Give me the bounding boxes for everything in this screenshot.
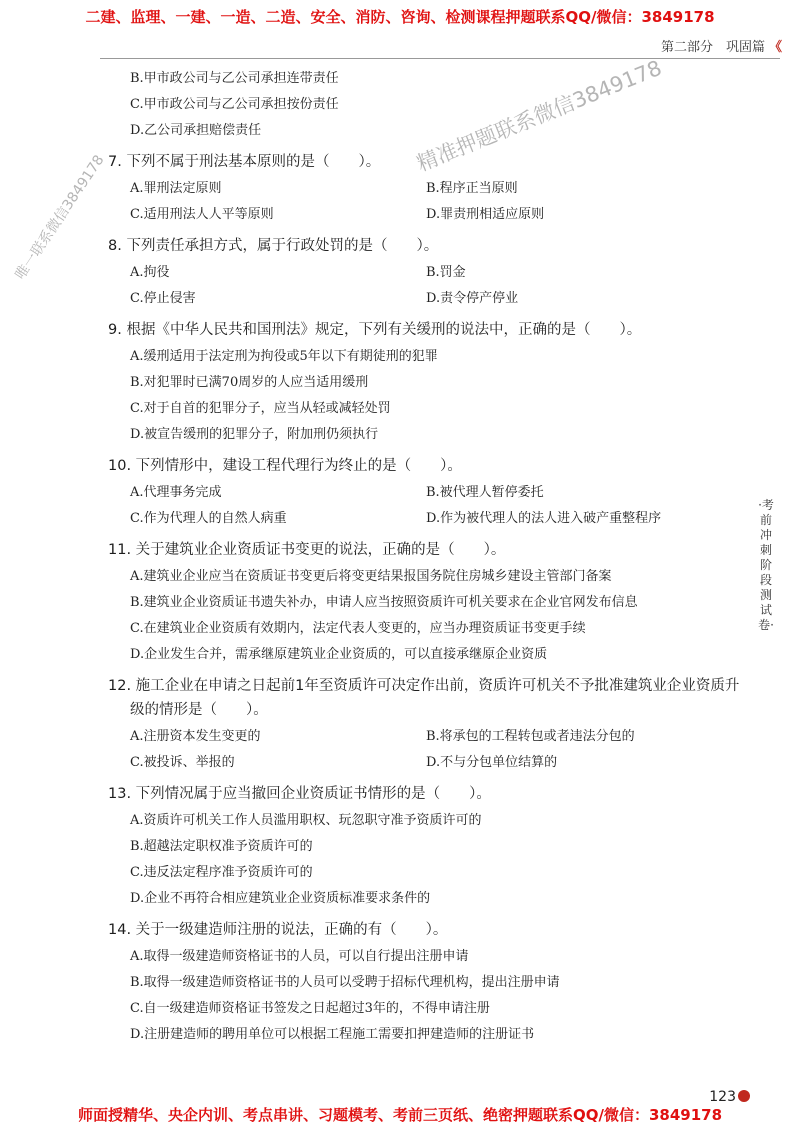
question-content bbox=[108, 66, 748, 1048]
option: A.资质许可机关工作人员滥用职权、玩忽职守准予资质许可的 bbox=[130, 813, 482, 828]
page-number-text: 123 bbox=[709, 1089, 736, 1105]
question-14-stem: 14. 关于一级建造师注册的说法，正确的有（ ）。 bbox=[108, 922, 448, 938]
option: B.罚金 bbox=[426, 265, 466, 280]
left-watermark: 唯一联系微信3849178 bbox=[12, 152, 108, 283]
diagonal-watermark: 精准押题联系微信3849178 bbox=[413, 55, 665, 176]
option: D.罪责刑相适应原则 bbox=[426, 207, 545, 222]
option: C.适用刑法人人平等原则 bbox=[130, 207, 274, 222]
option: C.被投诉、举报的 bbox=[130, 755, 235, 770]
question-9-stem: 9. 根据《中华人民共和国刑法》规定，下列有关缓刑的说法中，正确的是（ ）。 bbox=[108, 322, 642, 338]
question-13-stem: 13. 下列情况属于应当撤回企业资质证书情形的是（ ）。 bbox=[108, 786, 491, 802]
side-section-label: ·考前冲刺阶段测试卷· bbox=[758, 498, 774, 632]
option: B.程序正当原则 bbox=[426, 181, 518, 196]
option: D.作为被代理人的法人进入破产重整程序 bbox=[426, 511, 662, 526]
option: A.缓刑适用于法定刑为拘役或5年以下有期徒刑的犯罪 bbox=[130, 349, 438, 364]
option: B.将承包的工程转包或者违法分包的 bbox=[426, 729, 635, 744]
option: B.对犯罪时已满70周岁的人应当适用缓刑 bbox=[130, 375, 369, 390]
running-head bbox=[661, 36, 782, 55]
option: C.停止侵害 bbox=[130, 291, 196, 306]
option: A.注册资本发生变更的 bbox=[130, 729, 261, 744]
question-12-options bbox=[108, 724, 748, 776]
header-rule bbox=[100, 58, 780, 59]
option: C.对于自首的犯罪分子，应当从轻或减轻处罚 bbox=[130, 401, 391, 416]
option: B.超越法定职权准予资质许可的 bbox=[130, 839, 313, 854]
question-10-stem: 10. 下列情形中，建设工程代理行为终止的是（ ）。 bbox=[108, 458, 462, 474]
top-banner: 二建、监理、一建、一造、二造、安全、消防、咨询、检测课程押题联系QQ/微信：3849178 bbox=[85, 8, 715, 26]
page-dot-icon bbox=[738, 1090, 750, 1102]
prev-option-b: B.甲市政公司与乙公司承担连带责任 bbox=[130, 71, 339, 86]
question-12-stem: 12. 施工企业在申请之日起前1年至资质许可决定作出前，资质许可机关不予批准建筑业企业资质升级的情形是（ ）。 bbox=[108, 678, 740, 718]
bottom-banner: 师面授精华、央企内训、考点串讲、习题模考、考前三页纸、绝密押题联系QQ/微信：3849178 bbox=[77, 1106, 723, 1124]
option: B.取得一级建造师资格证书的人员可以受聘于招标代理机构，提出注册申请 bbox=[130, 975, 560, 990]
prev-option-d: D.乙公司承担赔偿责任 bbox=[130, 123, 262, 138]
option: D.责令停产停业 bbox=[426, 291, 519, 306]
option: D.企业不再符合相应建筑业企业资质标准要求条件的 bbox=[130, 891, 431, 906]
option: A.建筑业企业应当在资质证书变更后将变更结果报国务院住房城乡建设主管部门备案 bbox=[130, 569, 612, 584]
option: A.罪刑法定原则 bbox=[130, 181, 222, 196]
option: D.被宣告缓刑的犯罪分子，附加刑仍须执行 bbox=[130, 427, 379, 442]
option: D.不与分包单位结算的 bbox=[426, 755, 558, 770]
option: C.违反法定程序准予资质许可的 bbox=[130, 865, 313, 880]
question-11-stem: 11. 关于建筑业企业资质证书变更的说法，正确的是（ ）。 bbox=[108, 542, 506, 558]
option: A.拘役 bbox=[130, 265, 170, 280]
question-7-stem: 7. 下列不属于刑法基本原则的是（ ）。 bbox=[108, 154, 381, 170]
option: C.在建筑业企业资质有效期内，法定代表人变更的，应当办理资质证书变更手续 bbox=[130, 621, 586, 636]
running-head-text: 第二部分 巩固篇 bbox=[660, 40, 765, 55]
option: B.建筑业企业资质证书遗失补办，申请人应当按照资质许可机关要求在企业官网发布信息 bbox=[130, 595, 638, 610]
question-8-stem: 8. 下列责任承担方式，属于行政处罚的是（ ）。 bbox=[108, 238, 439, 254]
option: A.取得一级建造师资格证书的人员，可以自行提出注册申请 bbox=[130, 949, 469, 964]
running-head-mark: 《 bbox=[768, 40, 782, 55]
question-8-options bbox=[108, 260, 748, 312]
option: D.企业发生合并，需承继原建筑业企业资质的，可以直接承继原企业资质 bbox=[130, 647, 548, 662]
option: A.代理事务完成 bbox=[130, 485, 222, 500]
option: B.被代理人暂停委托 bbox=[426, 485, 544, 500]
page-number bbox=[709, 1089, 750, 1105]
option: D.注册建造师的聘用单位可以根据工程施工需要扣押建造师的注册证书 bbox=[130, 1027, 535, 1042]
question-10-options bbox=[108, 480, 748, 532]
option: C.作为代理人的自然人病重 bbox=[130, 511, 287, 526]
option: C.自一级建造师资格证书签发之日起超过3年的，不得申请注册 bbox=[130, 1001, 490, 1016]
question-7-options bbox=[108, 176, 748, 228]
prev-option-c: C.甲市政公司与乙公司承担按份责任 bbox=[130, 97, 339, 112]
